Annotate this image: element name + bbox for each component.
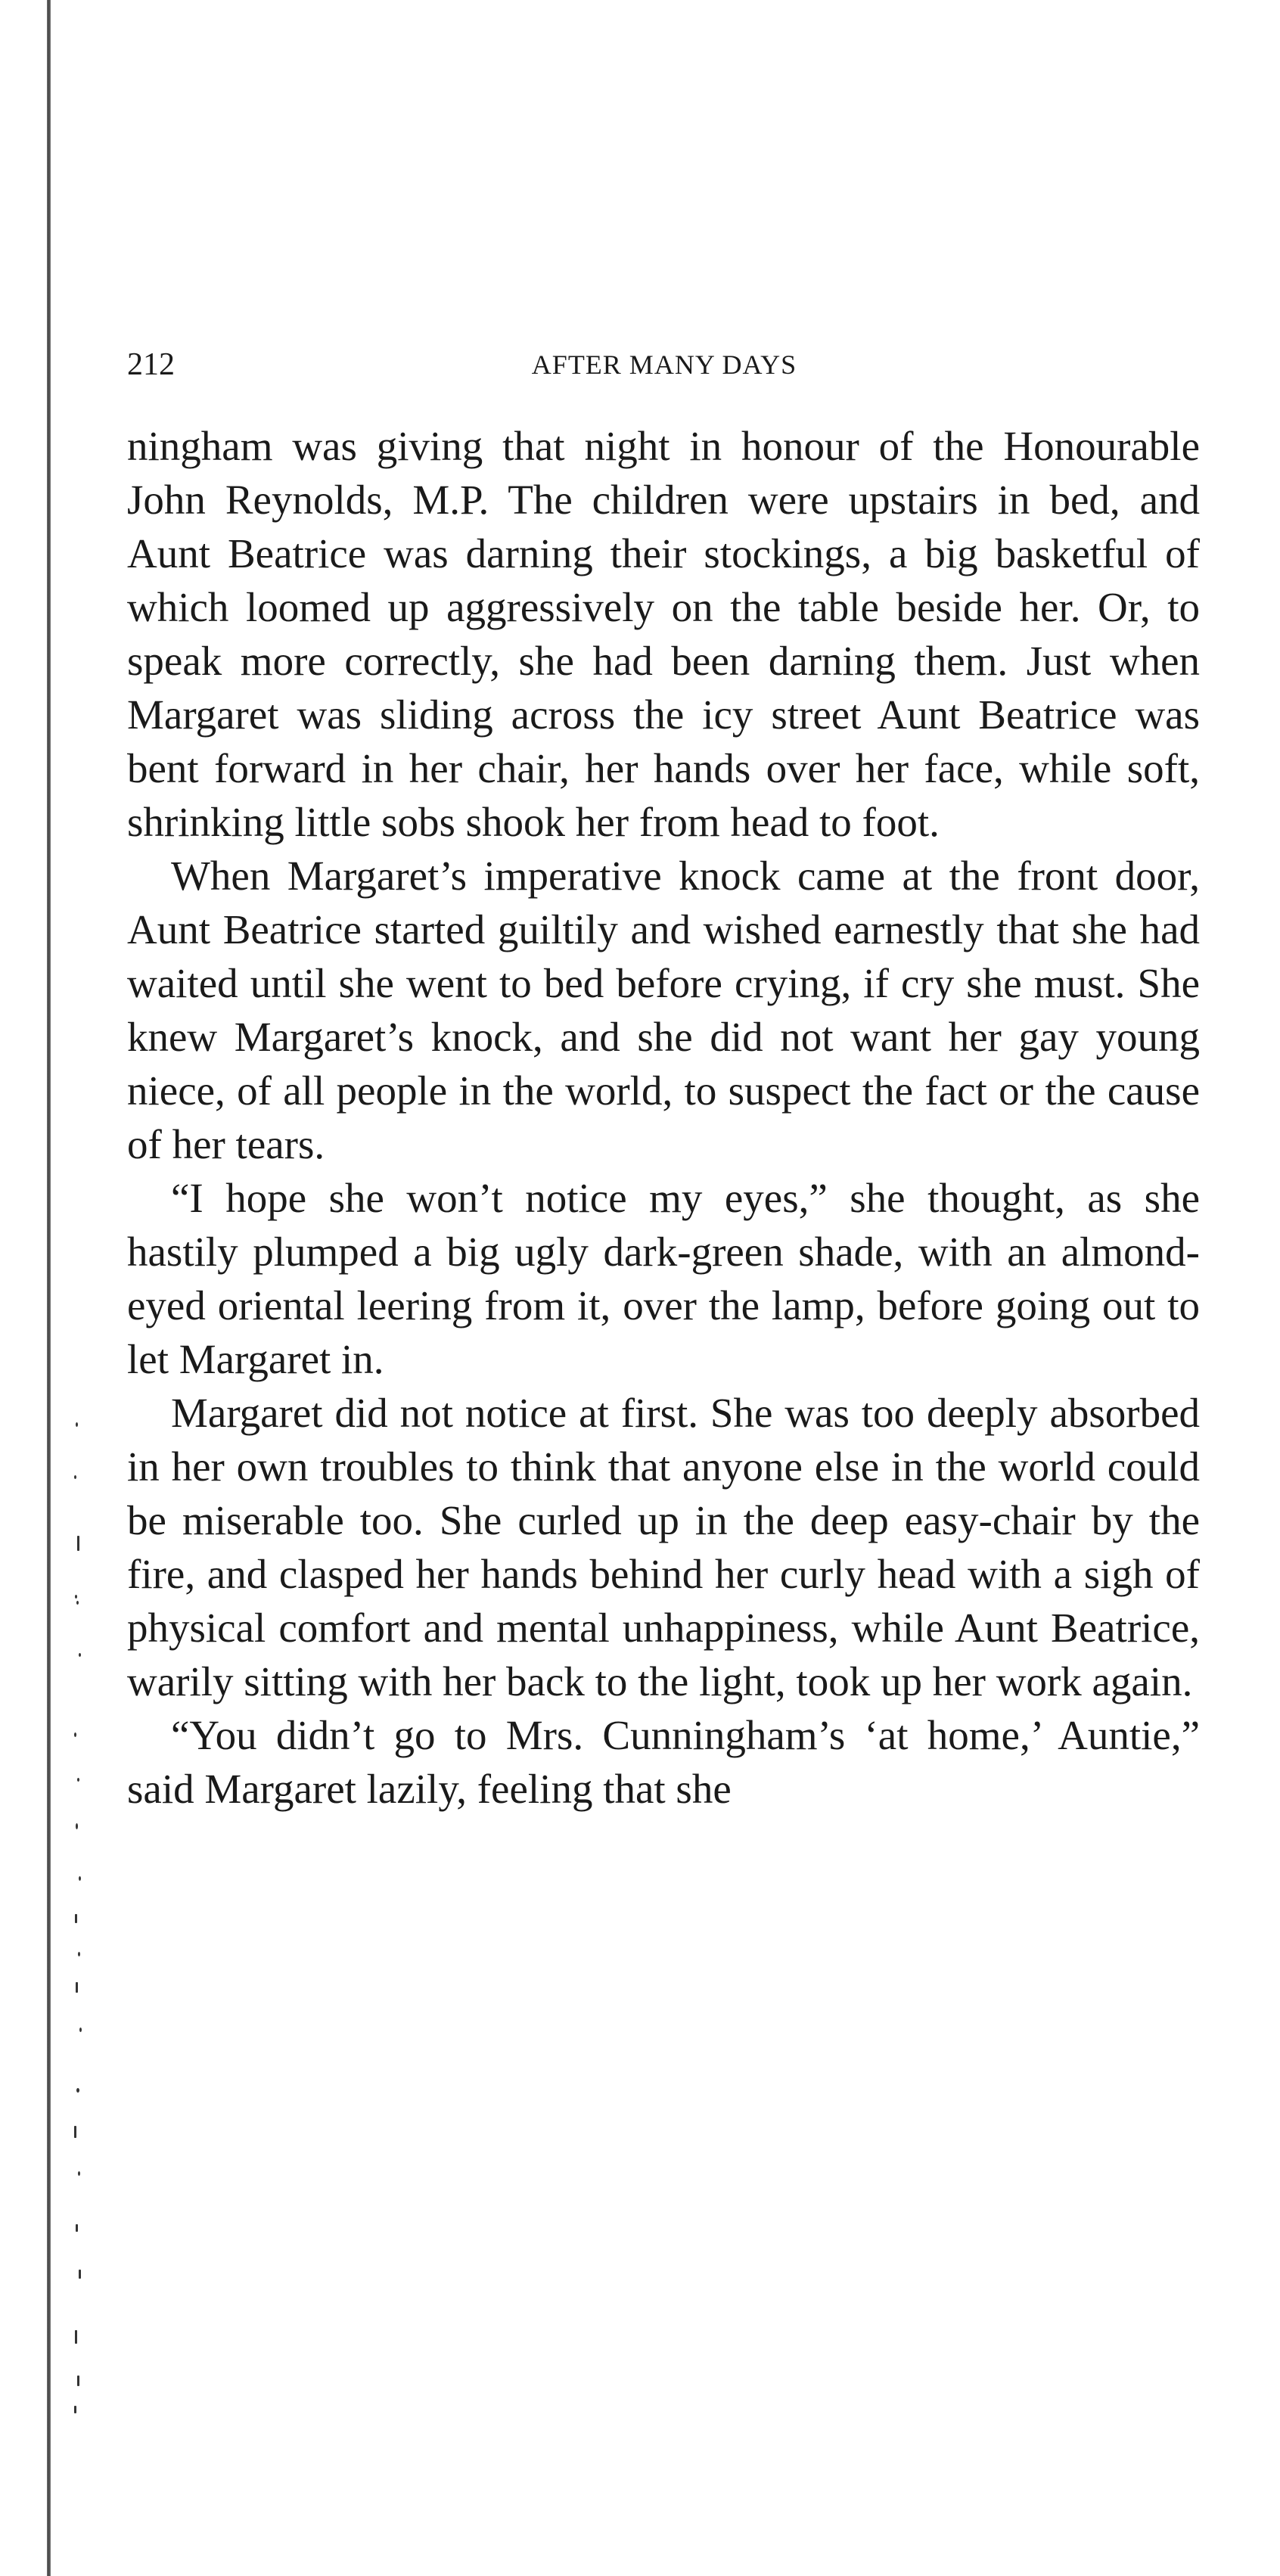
binding-specks [73,1422,95,2436]
paragraph: “You didn’t go to Mrs. Cunningham’s ‘at home,’ Auntie,” said Margaret lazily, feeling that she [127,1712,1200,1812]
page-number: 212 [127,347,175,382]
running-head: AFTER MANY DAYS [531,350,797,380]
paragraph: “I hope she won’t notice my eyes,” she thought, as she hastily plumped a big ugly dark-green shade, with an almond-eyed oriental leering from it, over the lamp, before going out to let Margaret in. [127,1175,1200,1382]
page-binding-edge [47,0,51,2576]
body-text [127,419,1200,1816]
paragraph: ningham was giving that night in honour of the Honourable John Reynolds, M.P. The children were upstairs in bed, and Aunt Beatrice was darning their stockings, a big basketful of which loomed up aggressively on the table beside her. Or, to speak more correctly, she had been darning them. Just when Margaret was sliding across the icy street Aunt Beatrice was bent forward in her chair, her hands over her face, while soft, shrinking little sobs shook her from head to foot. [127,423,1200,845]
paragraph: When Margaret’s imperative knock came at the front door, Aunt Beatrice started guiltily and wished earnestly that she had waited until she went to bed before crying, if cry she must. She knew Margaret’s knock, and she did not want her gay young niece, of all people in the world, to suspect the fact or the cause of her tears. [127,853,1200,1167]
page-header [127,342,1201,387]
paragraph: Margaret did not notice at first. She was too deeply absorbed in her own troubles to think that anyone else in the world could be miserable too. She curled up in the deep easy-chair by the fire, and clasped her hands behind her curly head with a sigh of physical comfort and mental unhappiness, while Aunt Beatrice, warily sitting with her back to the light, took up her work again. [127,1390,1200,1704]
